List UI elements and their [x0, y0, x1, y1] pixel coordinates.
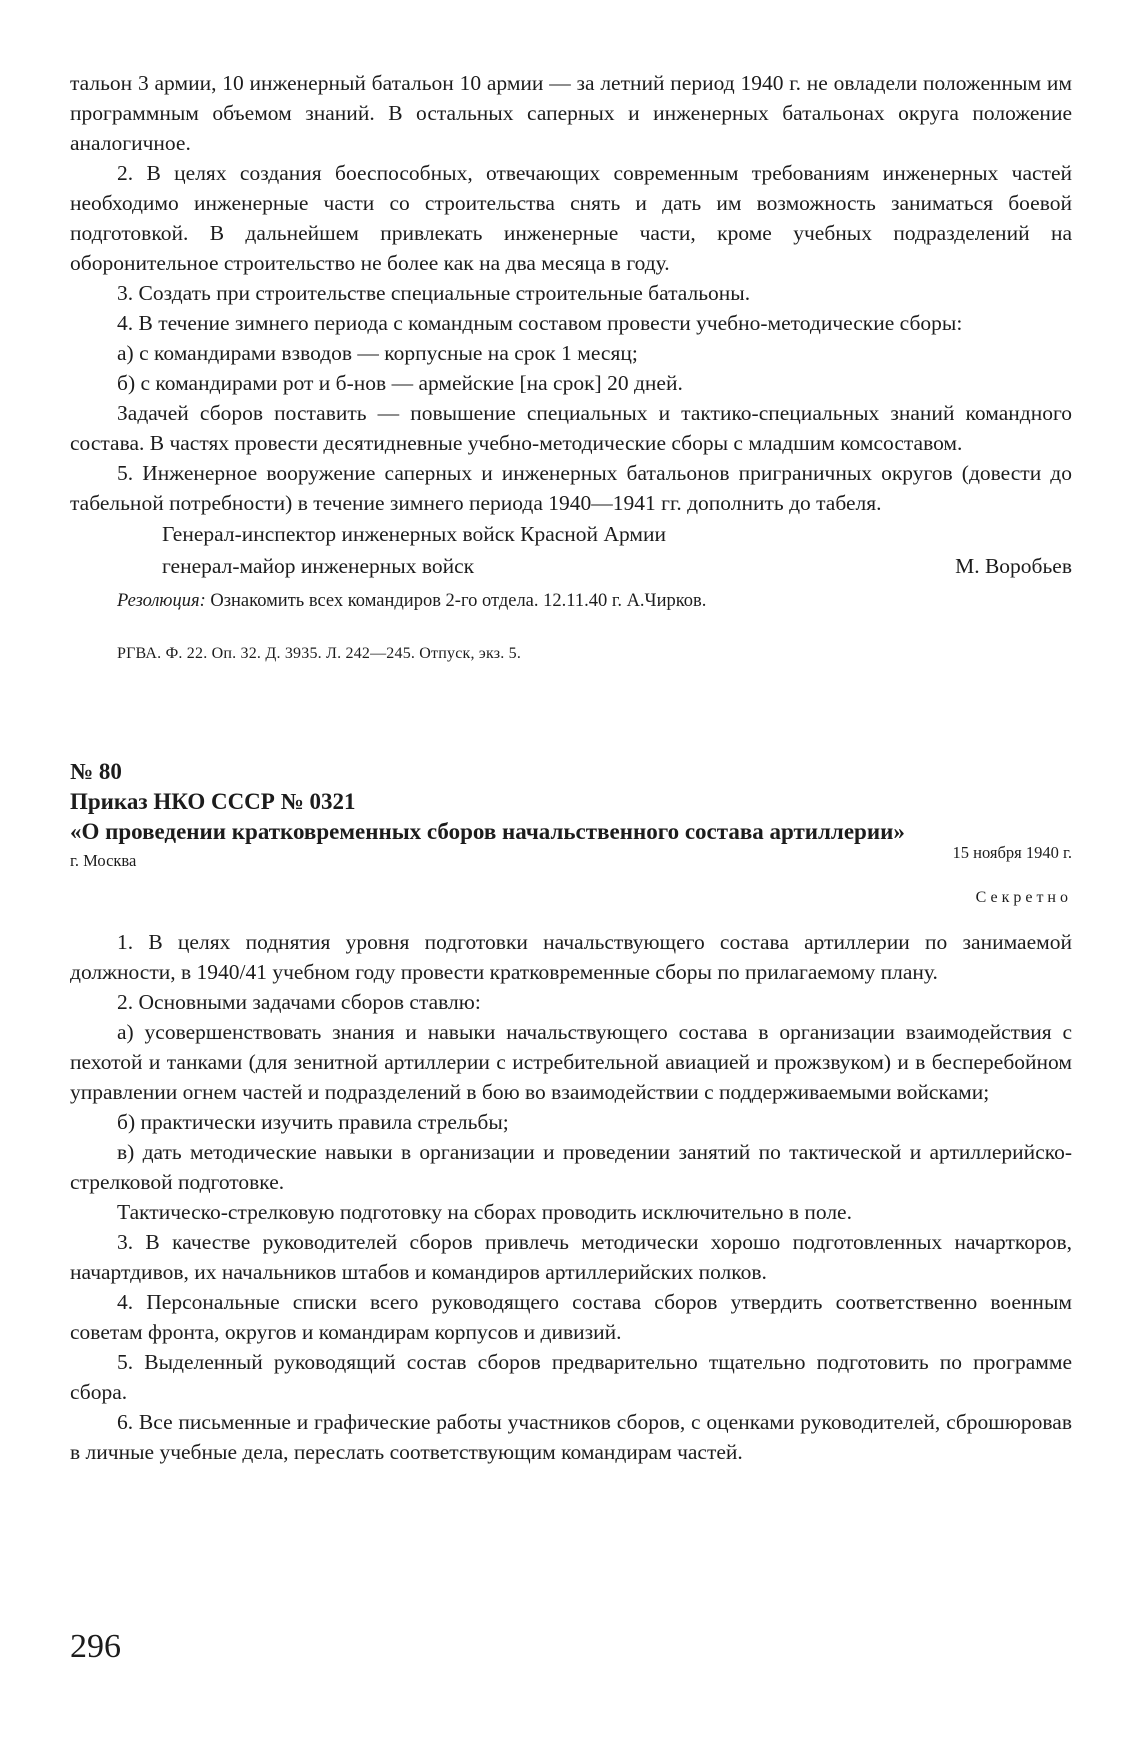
page-number: 296: [70, 1628, 121, 1665]
resolution-text: Ознакомить всех командиров 2-го отдела. 12.11.40 г. А.Чирков.: [210, 591, 707, 611]
classification-mark: Секретно: [975, 889, 1072, 906]
paragraph-item-4: 4. В течение зимнего периода с командным составом провести учебно-методические сборы:: [117, 311, 963, 335]
signature-block: [70, 519, 1072, 583]
order-item-5: 5. Выделенный руководящий состав сборов предварительно тщательно подготовить по программе сбора.: [70, 1350, 1072, 1404]
paragraph-item-4a: а) с командирами взводов — корпусные на срок 1 месяц;: [117, 341, 638, 365]
paragraph-item-4b: б) с командирами рот и б-нов — армейские [на срок] 20 дней.: [117, 371, 683, 395]
paragraph-item-3: 3. Создать при строительстве специальные строительные батальоны.: [117, 281, 751, 305]
order-item-3: 3. В качестве руководителей сборов привлечь методически хорошо подготовленных начарткоров, начартдивов, их начальников штабов и командиров артиллерийских полков.: [70, 1230, 1072, 1284]
signature-title-line1: Генерал-инспектор инженерных войск Красной Армии: [162, 522, 667, 546]
document-date: 15 ноября 1940 г.: [952, 843, 1072, 862]
order-item-6: 6. Все письменные и графические работы участников сборов, с оценками руководителей, сброшюровав в личные учебные дела, переслать соответствующим командирам частей.: [70, 1410, 1072, 1464]
order-item-1: 1. В целях поднятия уровня подготовки начальствующего состава артиллерии по занимаемой должности, в 1940/41 учебном году провести кратковременные сборы по прилагаемому плану.: [70, 930, 1072, 984]
paragraph-task: Задачей сборов поставить — повышение специальных и тактико-специальных знаний командного состава. В частях провести десятидневные учебно-методические сборы с младшим комсоставом.: [70, 401, 1072, 455]
document-title-line2: «О проведении кратковременных сборов начальственного состава артиллерии»: [70, 819, 905, 844]
paragraph-item-5: 5. Инженерное вооружение саперных и инженерных батальонов приграничных округов (довести до табельной потребности) в течение зимнего периода 1940—1941 гг. дополнить до табеля.: [70, 461, 1072, 515]
document-place: г. Москва: [70, 851, 137, 870]
document-number: № 80: [70, 759, 122, 784]
order-field-training: Тактическо-стрелковую подготовку на сборах проводить исключительно в поле.: [117, 1200, 852, 1224]
order-item-4: 4. Персональные списки всего руководящего состава сборов утвердить соответственно военным советам фронта, округов и командирам корпусов и дивизий.: [70, 1290, 1072, 1344]
resolution-label: Резолюция:: [117, 591, 206, 611]
document-title-line1: Приказ НКО СССР № 0321: [70, 789, 356, 814]
order-item-2c: в) дать методические навыки в организации и проведении занятий по тактической и артиллерийско-стрелковой подготовке.: [70, 1140, 1072, 1194]
archive-reference: РГВА. Ф. 22. Оп. 32. Д. 3935. Л. 242—245. Отпуск, экз. 5.: [117, 645, 522, 662]
paragraph-continuation: тальон 3 армии, 10 инженерный батальон 10 армии — за летний период 1940 г. не овладели положенным им программным объемом знаний. В остальных саперных и инженерных батальонах округа положение аналогичное.: [70, 71, 1072, 155]
paragraph-item-2: 2. В целях создания боеспособных, отвечающих современным требованиям инженерных частей необходимо инженерные части со строительства снять и дать им возможность заниматься боевой подготовкой. В дальнейшем привлекать инженерные части, кроме учебных подразделений на оборонительное строительство не более как на два месяца в году.: [70, 161, 1072, 275]
resolution-note: [117, 587, 1072, 615]
place-date-row: [70, 843, 1072, 875]
signature-title-line2: генерал-майор инженерных войск: [162, 554, 475, 578]
order-item-2b: б) практически изучить правила стрельбы;: [117, 1110, 509, 1134]
order-item-2a: а) усовершенствовать знания и навыки начальствующего состава в организации взаимодействия с пехотой и танками (для зенитной артиллерии с истребительной авиацией и прожзвуком) и в бесперебойном управлении огнем частей и подразделений в бою во взаимодействии с поддерживаемыми войсками;: [70, 1020, 1072, 1104]
signature-name: М. Воробьев: [955, 554, 1072, 578]
order-item-2: 2. Основными задачами сборов ставлю:: [117, 990, 481, 1014]
